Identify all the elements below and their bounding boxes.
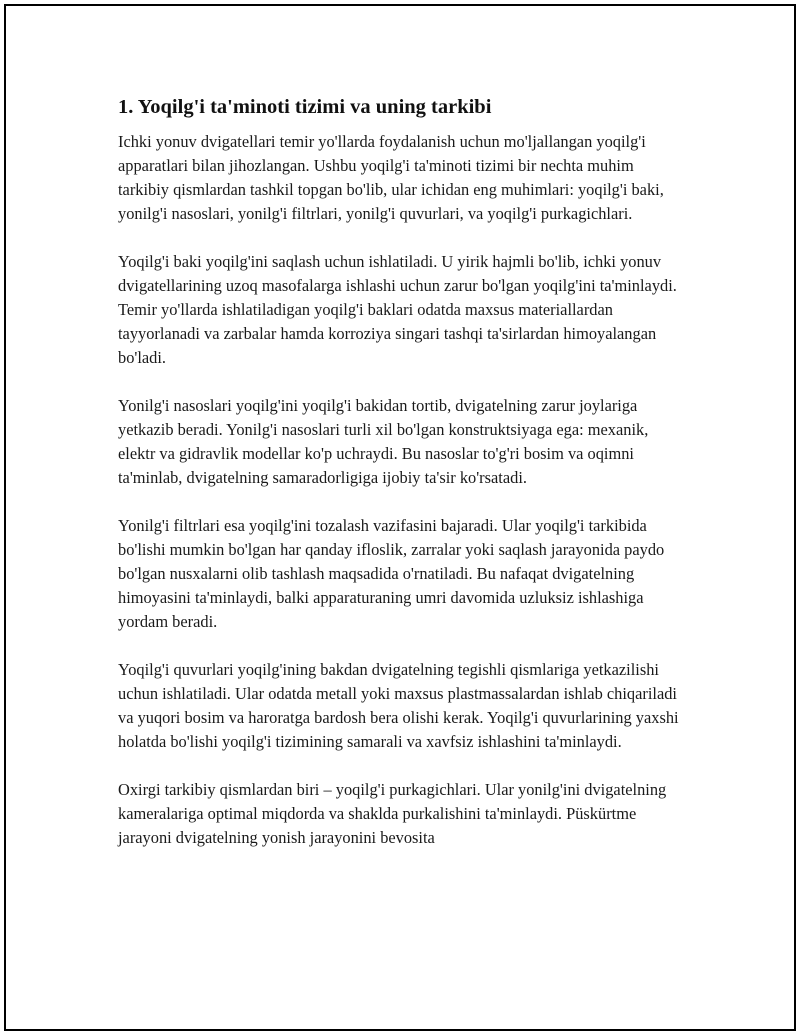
paragraph-fuel-filters: Yonilg'i filtrlari esa yoqilg'ini tozalash vazifasini bajaradi. Ular yoqilg'i tarkibida bo'lishi mumkin bo'lgan har qanday ifloslik, zarralar yoki saqlash jarayonida paydo bo'lgan nusxalarni olib tashlash maqsadida o'rnatiladi. Bu nafaqat dvigatelning himoyasini ta'minlaydi, balki apparaturaning umri davomida uzluksiz ishlashiga yordam beradi. [118,516,665,631]
paragraph-fuel-pumps: Yonilg'i nasoslari yoqilg'ini yoqilg'i bakidan tortib, dvigatelning zarur joylariga yetkazib beradi. Yonilg'i nasoslari turli xil bo'lgan konstruktsiyaga ega: mexanik, elektr va gidravlik modellar ko'p uchraydi. Bu nasoslar to'g'ri bosim va oqimni ta'minlab, dvigatelning samaradorligiga ijobiy ta'sir ko'rsatadi. [118,396,649,487]
paragraph-fuel-tank: Yoqilg'i baki yoqilg'ini saqlash uchun ishlatiladi. U yirik hajmli bo'lib, ichki yonuv dvigatellarining uzoq masofalarga ishlashi uchun zarur bo'lgan yoqilg'ini ta'minlaydi. Temir yo'llarda ishlatiladigan yoqilg'i baklari odatda maxsus materiallardan tayyorlanadi va zarbalar hamda korroziya singari tashqi ta'sirlardan himoyalangan bo'ladi. [118,252,677,367]
paragraph-intro: Ichki yonuv dvigatellari temir yo'llarda foydalanish uchun mo'ljallangan yoqilg'i apparatlari bilan jihozlangan. Ushbu yoqilg'i ta'minoti tizimi bir nechta muhim tarkibiy qismlardan tashkil topgan bo'lib, ular ichidan eng muhimlari: yoqilg'i baki, yonilg'i nasoslari, yonilg'i filtrlari, yonilg'i quvurlari, va yoqilg'i purkagichlari. [118,132,664,223]
paragraph-fuel-injectors: Oxirgi tarkibiy qismlardan biri – yoqilg'i purkagichlari. Ular yonilg'ini dvigatelning kameralariga optimal miqdorda va shaklda purkalishini ta'minlaydi. Püskürtme jarayoni dvigatelning yonish jarayonini bevosita [118,780,667,847]
section-title: 1. Yoqilg'i ta'minoti tizimi va uning tarkibi [118,96,492,118]
document-body [118,94,688,874]
paragraph-fuel-lines: Yoqilg'i quvurlari yoqilg'ining bakdan dvigatelning tegishli qismlariga yetkazilishi uchun ishlatiladi. Ular odatda metall yoki maxsus plastmassalardan ishlab chiqariladi va yuqori bosim va haroratga bardosh bera olishi kerak. Yoqilg'i quvurlarining yaxshi holatda bo'lishi yoqilg'i tizimining samarali va xavfsiz ishlashini ta'minlaydi. [118,660,679,751]
